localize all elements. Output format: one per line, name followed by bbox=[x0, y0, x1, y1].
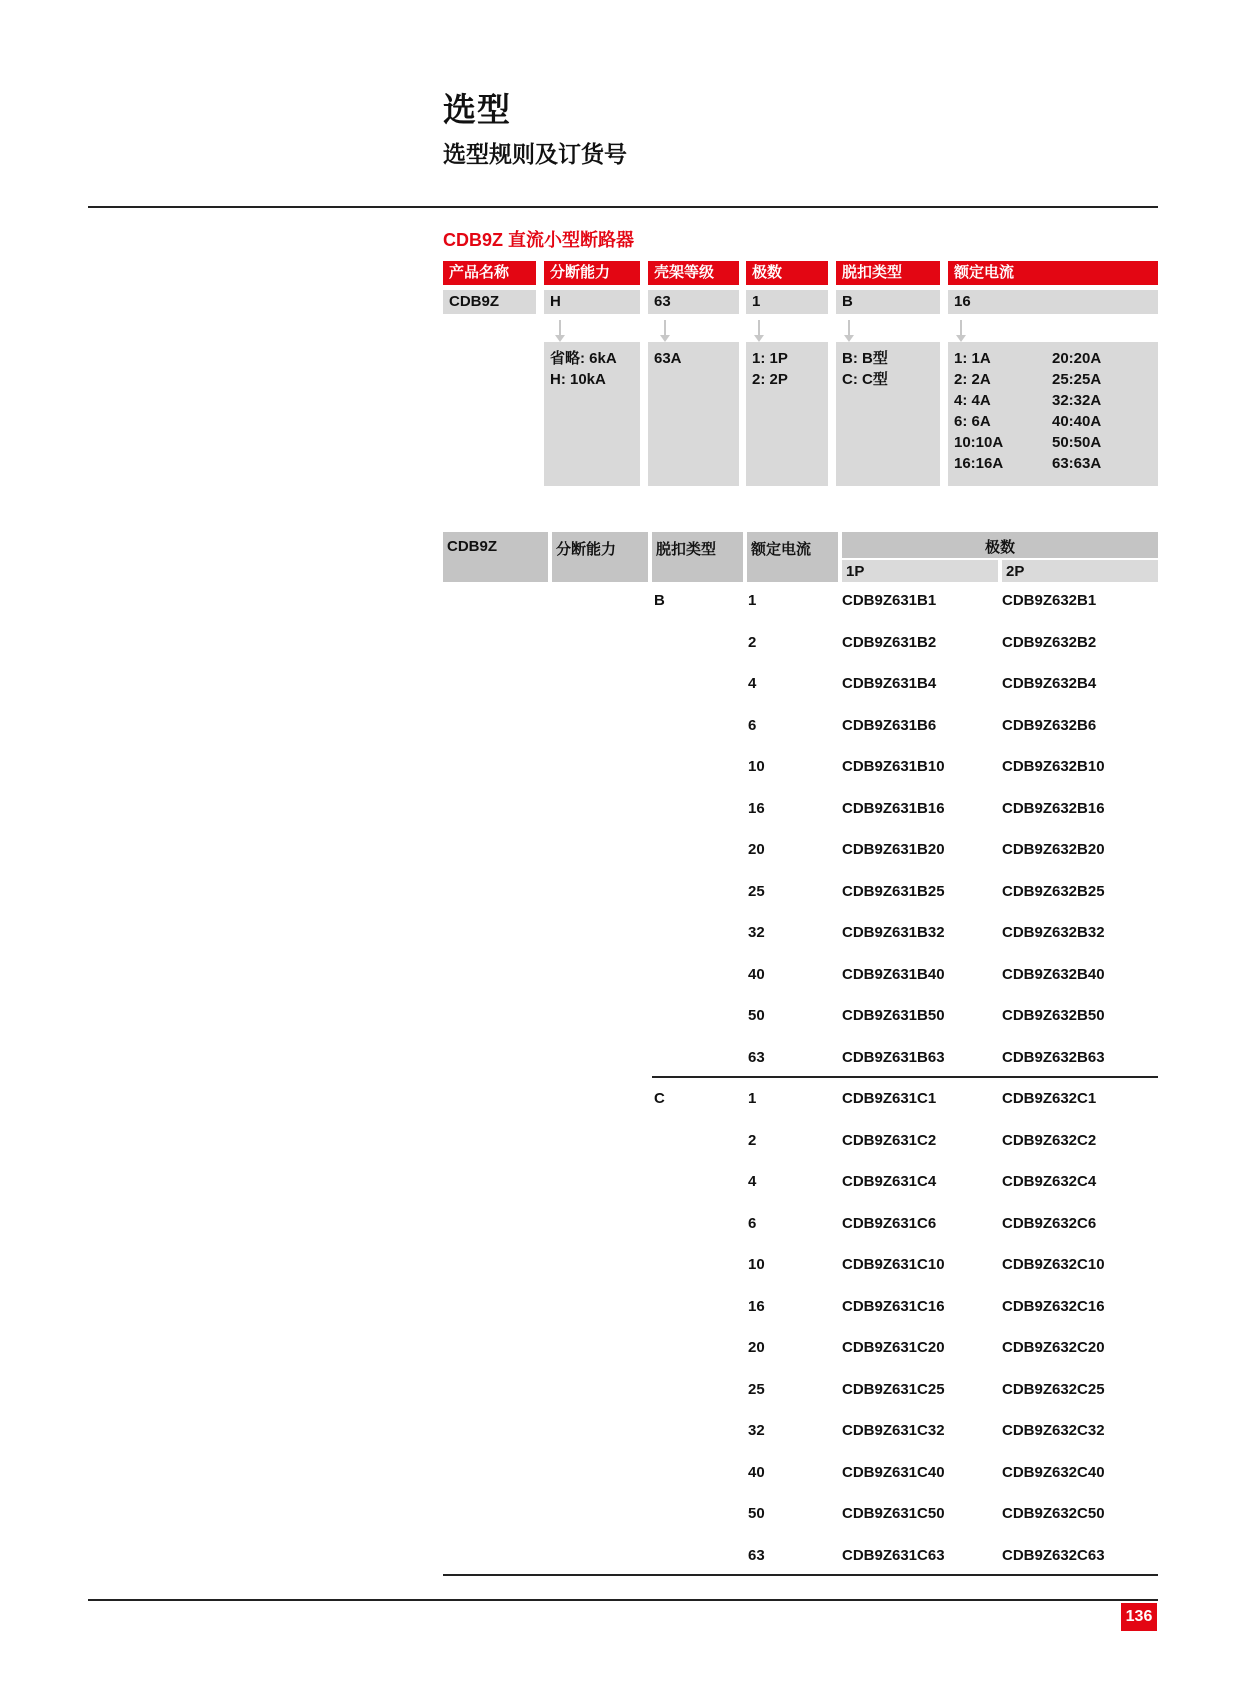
order-number-1p: CDB9Z631C10 bbox=[842, 1256, 945, 1273]
th-poles: 极数 bbox=[842, 532, 1158, 558]
page-subtitle: 选型规则及订货号 bbox=[443, 141, 627, 167]
order-number-2p: CDB9Z632C25 bbox=[1002, 1381, 1105, 1398]
order-number-2p: CDB9Z632C63 bbox=[1002, 1547, 1105, 1564]
trip-type-label: B bbox=[654, 592, 665, 609]
table-divider bbox=[443, 1574, 1158, 1576]
order-number-2p: CDB9Z632C20 bbox=[1002, 1339, 1105, 1356]
rated-current-cell: 20 bbox=[748, 1339, 765, 1356]
rule-header-product: 产品名称 bbox=[443, 261, 536, 285]
th-2p: 2P bbox=[1002, 560, 1158, 582]
order-number-2p: CDB9Z632C16 bbox=[1002, 1298, 1105, 1315]
order-number-2p: CDB9Z632C6 bbox=[1002, 1215, 1097, 1232]
rated-current-cell: 4 bbox=[748, 1173, 757, 1190]
th-trip: 脱扣类型 bbox=[652, 532, 743, 582]
order-number-1p: CDB9Z631C16 bbox=[842, 1298, 945, 1315]
rule-header-current: 额定电流 bbox=[948, 261, 1158, 285]
order-number-2p: CDB9Z632B10 bbox=[1002, 758, 1105, 775]
order-number-1p: CDB9Z631C4 bbox=[842, 1173, 937, 1190]
rule-value-breaking: H bbox=[544, 290, 640, 314]
order-number-2p: CDB9Z632B25 bbox=[1002, 883, 1105, 900]
page-number: 136 bbox=[1121, 1603, 1157, 1631]
rated-current-cell: 50 bbox=[748, 1007, 765, 1024]
rated-current-cell: 10 bbox=[748, 1256, 765, 1273]
rated-current-cell: 4 bbox=[748, 675, 757, 692]
order-number-1p: CDB9Z631B16 bbox=[842, 800, 945, 817]
order-number-1p: CDB9Z631C25 bbox=[842, 1381, 945, 1398]
rule-options-poles: 1: 1P 2: 2P bbox=[746, 342, 828, 486]
rated-current-cell: 40 bbox=[748, 1464, 765, 1481]
order-number-1p: CDB9Z631B32 bbox=[842, 924, 945, 941]
rated-current-cell: 10 bbox=[748, 758, 765, 775]
order-number-1p: CDB9Z631C40 bbox=[842, 1464, 945, 1481]
order-number-2p: CDB9Z632B20 bbox=[1002, 841, 1105, 858]
order-number-2p: CDB9Z632B16 bbox=[1002, 800, 1105, 817]
rated-current-cell: 25 bbox=[748, 1381, 765, 1398]
order-number-2p: CDB9Z632B4 bbox=[1002, 675, 1097, 692]
order-number-2p: CDB9Z632B40 bbox=[1002, 966, 1105, 983]
table-divider bbox=[652, 1076, 1158, 1078]
order-number-1p: CDB9Z631B2 bbox=[842, 634, 937, 651]
order-number-1p: CDB9Z631C50 bbox=[842, 1505, 945, 1522]
arrow-down-icon bbox=[960, 320, 962, 336]
order-number-2p: CDB9Z632C32 bbox=[1002, 1422, 1105, 1439]
arrow-down-icon bbox=[848, 320, 850, 336]
rated-current-cell: 63 bbox=[748, 1049, 765, 1066]
order-number-2p: CDB9Z632C2 bbox=[1002, 1132, 1097, 1149]
order-number-1p: CDB9Z631B25 bbox=[842, 883, 945, 900]
top-divider bbox=[88, 206, 1158, 208]
rule-value-current: 16 bbox=[948, 290, 1158, 314]
order-number-2p: CDB9Z632B32 bbox=[1002, 924, 1105, 941]
order-number-1p: CDB9Z631B40 bbox=[842, 966, 945, 983]
order-number-2p: CDB9Z632C1 bbox=[1002, 1090, 1097, 1107]
order-number-2p: CDB9Z632C40 bbox=[1002, 1464, 1105, 1481]
order-number-2p: CDB9Z632C10 bbox=[1002, 1256, 1105, 1273]
bottom-divider bbox=[88, 1599, 1158, 1601]
order-number-1p: CDB9Z631B63 bbox=[842, 1049, 945, 1066]
order-number-1p: CDB9Z631C1 bbox=[842, 1090, 937, 1107]
arrow-down-icon bbox=[664, 320, 666, 336]
current-options-left: 1: 1A 2: 2A 4: 4A 6: 6A 10:10A 16:16A bbox=[954, 350, 1004, 472]
rule-options-frame: 63A bbox=[648, 342, 739, 486]
th-breaking: 分断能力 bbox=[552, 532, 648, 582]
rule-options-current bbox=[948, 342, 1158, 486]
rated-current-cell: 25 bbox=[748, 883, 765, 900]
rated-current-cell: 20 bbox=[748, 841, 765, 858]
order-number-1p: CDB9Z631B4 bbox=[842, 675, 937, 692]
order-number-2p: CDB9Z632B1 bbox=[1002, 592, 1097, 609]
page-title: 选型 bbox=[443, 91, 511, 128]
th-current: 额定电流 bbox=[747, 532, 838, 582]
rated-current-cell: 32 bbox=[748, 1422, 765, 1439]
order-number-1p: CDB9Z631C32 bbox=[842, 1422, 945, 1439]
order-number-2p: CDB9Z632B2 bbox=[1002, 634, 1097, 651]
th-model: CDB9Z bbox=[443, 532, 548, 582]
rated-current-cell: 16 bbox=[748, 1298, 765, 1315]
order-number-1p: CDB9Z631C63 bbox=[842, 1547, 945, 1564]
trip-type-label: C bbox=[654, 1090, 665, 1107]
rated-current-cell: 63 bbox=[748, 1547, 765, 1564]
arrow-down-icon bbox=[559, 320, 561, 336]
rule-options-trip: B: B型 C: C型 bbox=[836, 342, 940, 486]
rated-current-cell: 1 bbox=[748, 592, 757, 609]
order-number-1p: CDB9Z631B1 bbox=[842, 592, 937, 609]
rule-header-breaking: 分断能力 bbox=[544, 261, 640, 285]
rule-value-frame: 63 bbox=[648, 290, 739, 314]
order-number-2p: CDB9Z632C50 bbox=[1002, 1505, 1105, 1522]
rated-current-cell: 32 bbox=[748, 924, 765, 941]
product-title: CDB9Z 直流小型断路器 bbox=[443, 230, 635, 250]
order-number-1p: CDB9Z631C20 bbox=[842, 1339, 945, 1356]
rated-current-cell: 50 bbox=[748, 1505, 765, 1522]
rated-current-cell: 40 bbox=[748, 966, 765, 983]
rated-current-cell: 1 bbox=[748, 1090, 757, 1107]
order-number-1p: CDB9Z631C2 bbox=[842, 1132, 937, 1149]
rule-value-product: CDB9Z bbox=[443, 290, 536, 314]
order-number-2p: CDB9Z632B6 bbox=[1002, 717, 1097, 734]
rule-header-trip: 脱扣类型 bbox=[836, 261, 940, 285]
rated-current-cell: 6 bbox=[748, 717, 757, 734]
rule-value-trip: B bbox=[836, 290, 940, 314]
order-number-2p: CDB9Z632B63 bbox=[1002, 1049, 1105, 1066]
rule-value-poles: 1 bbox=[746, 290, 828, 314]
rated-current-cell: 16 bbox=[748, 800, 765, 817]
current-options-right: 20:20A 25:25A 32:32A 40:40A 50:50A 63:63A bbox=[1052, 350, 1102, 472]
rule-header-poles: 极数 bbox=[746, 261, 828, 285]
th-1p: 1P bbox=[842, 560, 998, 582]
order-number-1p: CDB9Z631B20 bbox=[842, 841, 945, 858]
order-number-1p: CDB9Z631C6 bbox=[842, 1215, 937, 1232]
rated-current-cell: 6 bbox=[748, 1215, 757, 1232]
rule-options-breaking: 省略: 6kA H: 10kA bbox=[544, 342, 640, 486]
order-number-1p: CDB9Z631B6 bbox=[842, 717, 937, 734]
arrow-down-icon bbox=[758, 320, 760, 336]
order-number-1p: CDB9Z631B10 bbox=[842, 758, 945, 775]
rated-current-cell: 2 bbox=[748, 634, 757, 651]
rated-current-cell: 2 bbox=[748, 1132, 757, 1149]
rule-header-frame: 壳架等级 bbox=[648, 261, 739, 285]
order-number-1p: CDB9Z631B50 bbox=[842, 1007, 945, 1024]
order-number-2p: CDB9Z632C4 bbox=[1002, 1173, 1097, 1190]
order-number-2p: CDB9Z632B50 bbox=[1002, 1007, 1105, 1024]
